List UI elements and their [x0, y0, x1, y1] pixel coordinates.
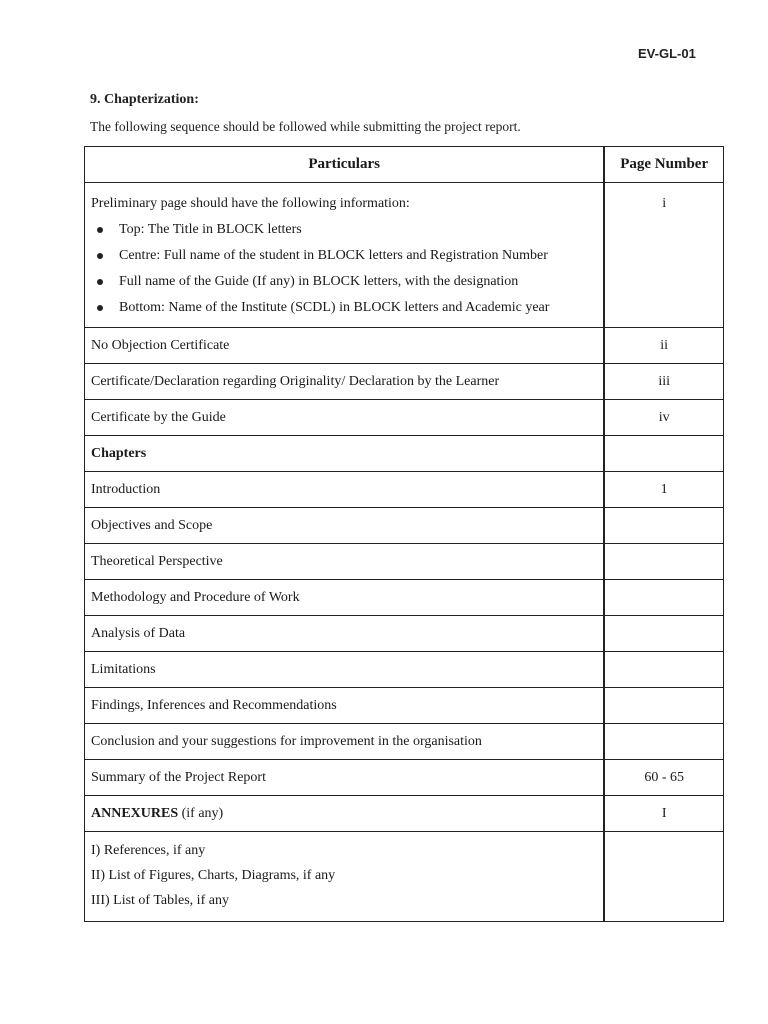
particulars-cell: Conclusion and your suggestions for improvement in the organisation [85, 724, 605, 760]
annexures-cell [85, 796, 605, 832]
page-number-cell: ii [604, 328, 723, 364]
particulars-cell: Introduction [85, 472, 605, 508]
particulars-cell: Methodology and Procedure of Work [85, 580, 605, 616]
table-row [85, 400, 724, 436]
list-item: I) References, if any [91, 843, 206, 858]
page-number-cell [604, 544, 723, 580]
table-row [85, 544, 724, 580]
page-number-cell: i [604, 183, 723, 328]
intro-text: The following sequence should be followed while submitting the project report. [90, 119, 521, 134]
page-number-cell [604, 832, 723, 922]
table-row [85, 328, 724, 364]
column-header-page-number: Page Number [604, 147, 723, 183]
table-row [85, 652, 724, 688]
table-row [85, 760, 724, 796]
table-row-chapters-heading [85, 436, 724, 472]
page-number-cell [604, 436, 723, 472]
page-number-cell [604, 724, 723, 760]
page-number-cell: I [604, 796, 723, 832]
page-number-cell [604, 688, 723, 724]
list-item [113, 243, 597, 269]
list-item: III) List of Tables, if any [91, 893, 229, 908]
page-number-cell: 1 [604, 472, 723, 508]
bullet-icon [97, 227, 103, 233]
table-row [85, 688, 724, 724]
page-number-cell [604, 508, 723, 544]
bullet-icon [97, 279, 103, 285]
particulars-cell: Certificate by the Guide [85, 400, 605, 436]
particulars-cell: No Objection Certificate [85, 328, 605, 364]
chapterization-table [84, 146, 724, 922]
preliminary-title: Preliminary page should have the following information: [91, 196, 410, 211]
annex-items-cell [85, 832, 605, 922]
page-number-cell: iv [604, 400, 723, 436]
list-item: II) List of Figures, Charts, Diagrams, if any [91, 868, 336, 883]
table-row [85, 616, 724, 652]
page-number-cell [604, 616, 723, 652]
table-row [85, 508, 724, 544]
particulars-cell: Theoretical Perspective [85, 544, 605, 580]
table-row-preliminary [85, 183, 724, 328]
table-row [85, 580, 724, 616]
list-item [113, 217, 597, 243]
chapters-heading-cell: Chapters [85, 436, 605, 472]
table-row-annex-items [85, 832, 724, 922]
table-row [85, 364, 724, 400]
annexures-label: ANNEXURES [91, 805, 179, 821]
list-item-text: Top: The Title in BLOCK letters [119, 222, 302, 237]
list-item-text: Bottom: Name of the Institute (SCDL) in BLOCK letters and Academic year [119, 300, 550, 315]
list-item [113, 269, 597, 295]
column-header-particulars: Particulars [85, 147, 605, 183]
bullet-icon [97, 305, 103, 311]
list-item [113, 295, 597, 321]
table-row [85, 472, 724, 508]
particulars-cell: Analysis of Data [85, 616, 605, 652]
table-row [85, 724, 724, 760]
particulars-cell: Certificate/Declaration regarding Originality/ Declaration by the Learner [85, 364, 605, 400]
bullet-icon [97, 253, 103, 259]
annexures-qualifier: (if any) [178, 805, 224, 821]
section-heading: 9. Chapterization: [90, 92, 199, 107]
list-item-text: Full name of the Guide (If any) in BLOCK letters, with the designation [119, 274, 519, 289]
particulars-cell: Objectives and Scope [85, 508, 605, 544]
list-item-text: Centre: Full name of the student in BLOCK letters and Registration Number [119, 248, 548, 263]
particulars-cell: Summary of the Project Report [85, 760, 605, 796]
preliminary-bullet-list [91, 217, 597, 321]
particulars-cell: Limitations [85, 652, 605, 688]
table-row-annexures [85, 796, 724, 832]
particulars-cell: Findings, Inferences and Recommendations [85, 688, 605, 724]
preliminary-cell [85, 183, 605, 328]
page-number-cell: 60 - 65 [604, 760, 723, 796]
page-number-cell [604, 652, 723, 688]
document-code: EV-GL-01 [638, 46, 696, 61]
page-number-cell [604, 580, 723, 616]
table-header-row [85, 147, 724, 183]
page-number-cell: iii [604, 364, 723, 400]
